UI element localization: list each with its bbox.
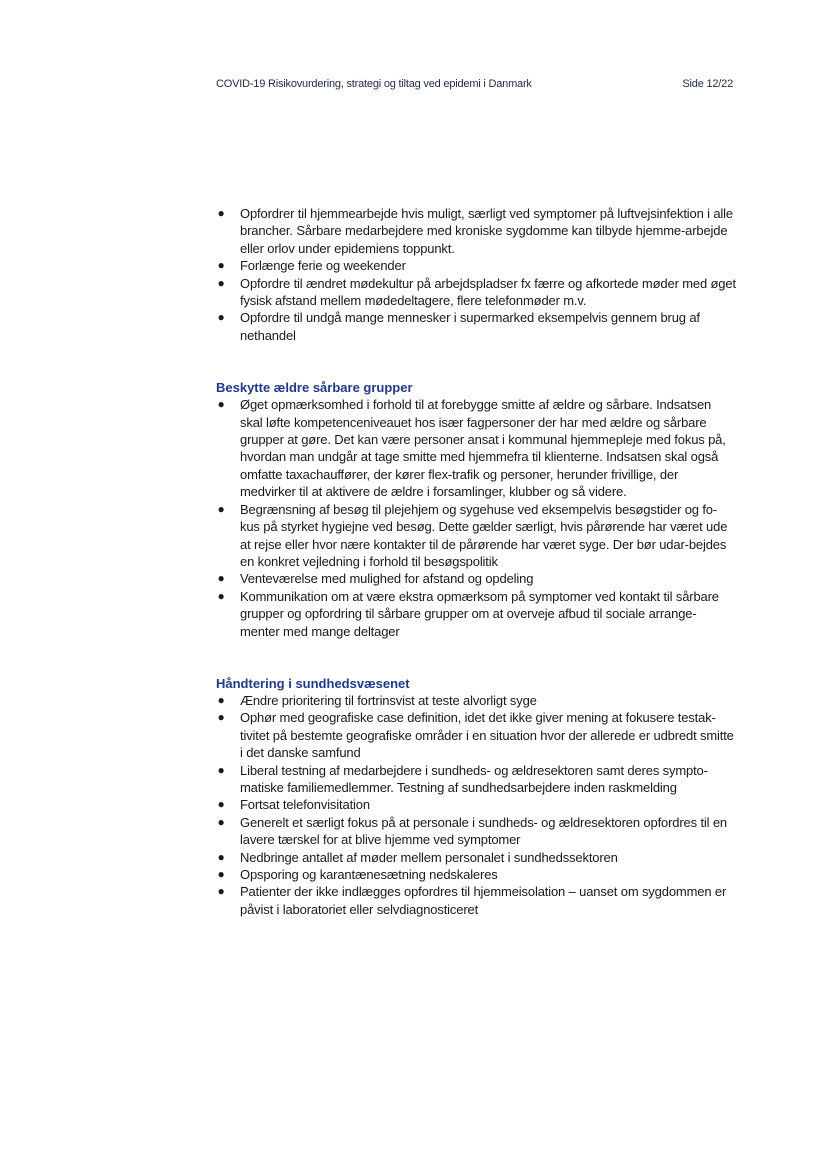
list-item [216,309,736,344]
list-item [216,866,736,883]
bullet-list [216,205,736,344]
bullet-icon: ● [217,692,225,707]
list-item [216,205,736,257]
list-item-text: Opsporing og karantænesætning nedskaleres [240,867,498,882]
bullet-icon: ● [217,397,225,412]
bullet-icon: ● [217,258,225,273]
list-item-text: Opfordrer til hjemmearbejde hvis muligt, særligt ved symptomer på luftvejsinfektion i alle brancher. Sårbare medarbejdere med kroniske sygdomme kan tilbyde hjemme-arbejde eller orlov under epidemiens toppunkt. [240,206,733,256]
bullet-icon: ● [217,797,225,812]
section-heading: Beskytte ældre sårbare grupper [216,380,413,396]
bullet-icon: ● [217,275,225,290]
section-healthcare [216,675,736,918]
bullet-icon: ● [217,310,225,325]
list-item-text: Fortsat telefonvisitation [240,797,370,813]
document-title: COVID-19 Risikovurdering, strategi og tiltag ved epidemi i Danmark [216,78,532,90]
list-item-text: Øget opmærksomhed i forhold til at forebygge smitte af ældre og sårbare. Indsatsen skal løfte kompetenceniveauet hos især fagpersoner der har med ældre og sårbare grupper at gøre. Det kan være personer ansat i kommunal hjemmepleje med fokus på, hvordan man undgår at tage smitte med hjemmefra til klienterne. Indsatsen skal også omfatte taxachauffører, der kører flex-trafik og personer, herunder frivillige, der medvirker til at aktivere de ældre i forsamlinger, klubber og så videre. [240,397,726,500]
list-item-text: Generelt et særligt fokus på at personale i sundheds- og ældresektoren opfordres til en lavere tærskel for at blive hjemme ved symptomer [240,814,728,848]
bullet-list [216,692,736,918]
list-item [216,762,736,797]
list-item-text: Nedbringe antallet af møder mellem personalet i sundhedssektoren [240,849,618,865]
list-item [216,692,736,709]
list-item [216,257,736,274]
list-item [216,883,736,918]
bullet-icon: ● [217,884,225,899]
bullet-icon: ● [217,710,225,725]
list-item-text: Ophør med geografiske case definition, idet det ikke giver mening at fokusere testak-tivitet på bestemte geografiske områder i en situation hvor der allerede er udbredt smitte i det danske samfund [240,710,734,761]
bullet-icon: ● [217,206,225,220]
list-item [216,570,736,587]
list-item-text: Forlænge ferie og weekender [240,258,406,274]
bullet-icon: ● [217,849,225,864]
list-item-text: Kommunikation om at være ekstra opmærksom på symptomer ved kontakt til sårbare grupper og opfordring til sårbare grupper om at overveje afbud til sociale arrange-menter med mange deltager [240,588,719,639]
list-item [216,588,736,640]
list-item [216,849,736,866]
section-workplace [216,205,736,344]
section-elderly [216,379,736,640]
list-item-text: Begrænsning af besøg til plejehjem og sygehuse ved eksempelvis besøgstider og fo-kus på styrket hygiejne ved besøg. Dette gælder særligt, hvis pårørende har været ude at rejse eller hvor nære kontakter til de pårørende har været syge. Der bør udar-bejdes en konkret vejledning i forhold til besøgspolitik [240,501,728,569]
section-heading: Håndtering i sundhedsvæsenet [216,675,410,691]
list-item [216,814,736,849]
list-item-text: Patienter der ikke indlægges opfordres til hjemmeisolation – uanset om sygdommen er påvist i laboratoriet eller selvdiagnosticeret [240,884,727,917]
list-item [216,396,736,500]
list-item-text: Opfordre til undgå mange mennesker i supermarked eksempelvis gennem brug af nethandel [240,310,700,343]
bullet-list [216,396,736,640]
list-item [216,275,736,310]
list-item-text: Ændre prioritering til fortrinsvist at teste alvorligt syge [240,692,537,708]
bullet-icon: ● [217,762,225,777]
document-body [216,205,736,918]
list-item [216,501,736,571]
list-item-text: Opfordre til ændret mødekultur på arbejdspladser fx færre og afkortede møder med øget fysisk afstand mellem mødedeltagere, flere telefonmøder m.v. [240,275,736,309]
list-item-text: Venteværelse med mulighed for afstand og opdeling [240,571,534,587]
page-header [216,78,733,90]
list-item [216,796,736,813]
page-number: Side 12/22 [682,78,733,90]
list-item [216,709,736,761]
bullet-icon: ● [217,571,225,586]
bullet-icon: ● [217,588,225,603]
bullet-icon: ● [217,814,225,829]
bullet-icon: ● [217,867,225,881]
bullet-icon: ● [217,501,225,516]
list-item-text: Liberal testning af medarbejdere i sundheds- og ældresektoren samt deres sympto-matiske familiemedlemmer. Testning af sundhedsarbejdere inden raskmelding [240,762,708,795]
